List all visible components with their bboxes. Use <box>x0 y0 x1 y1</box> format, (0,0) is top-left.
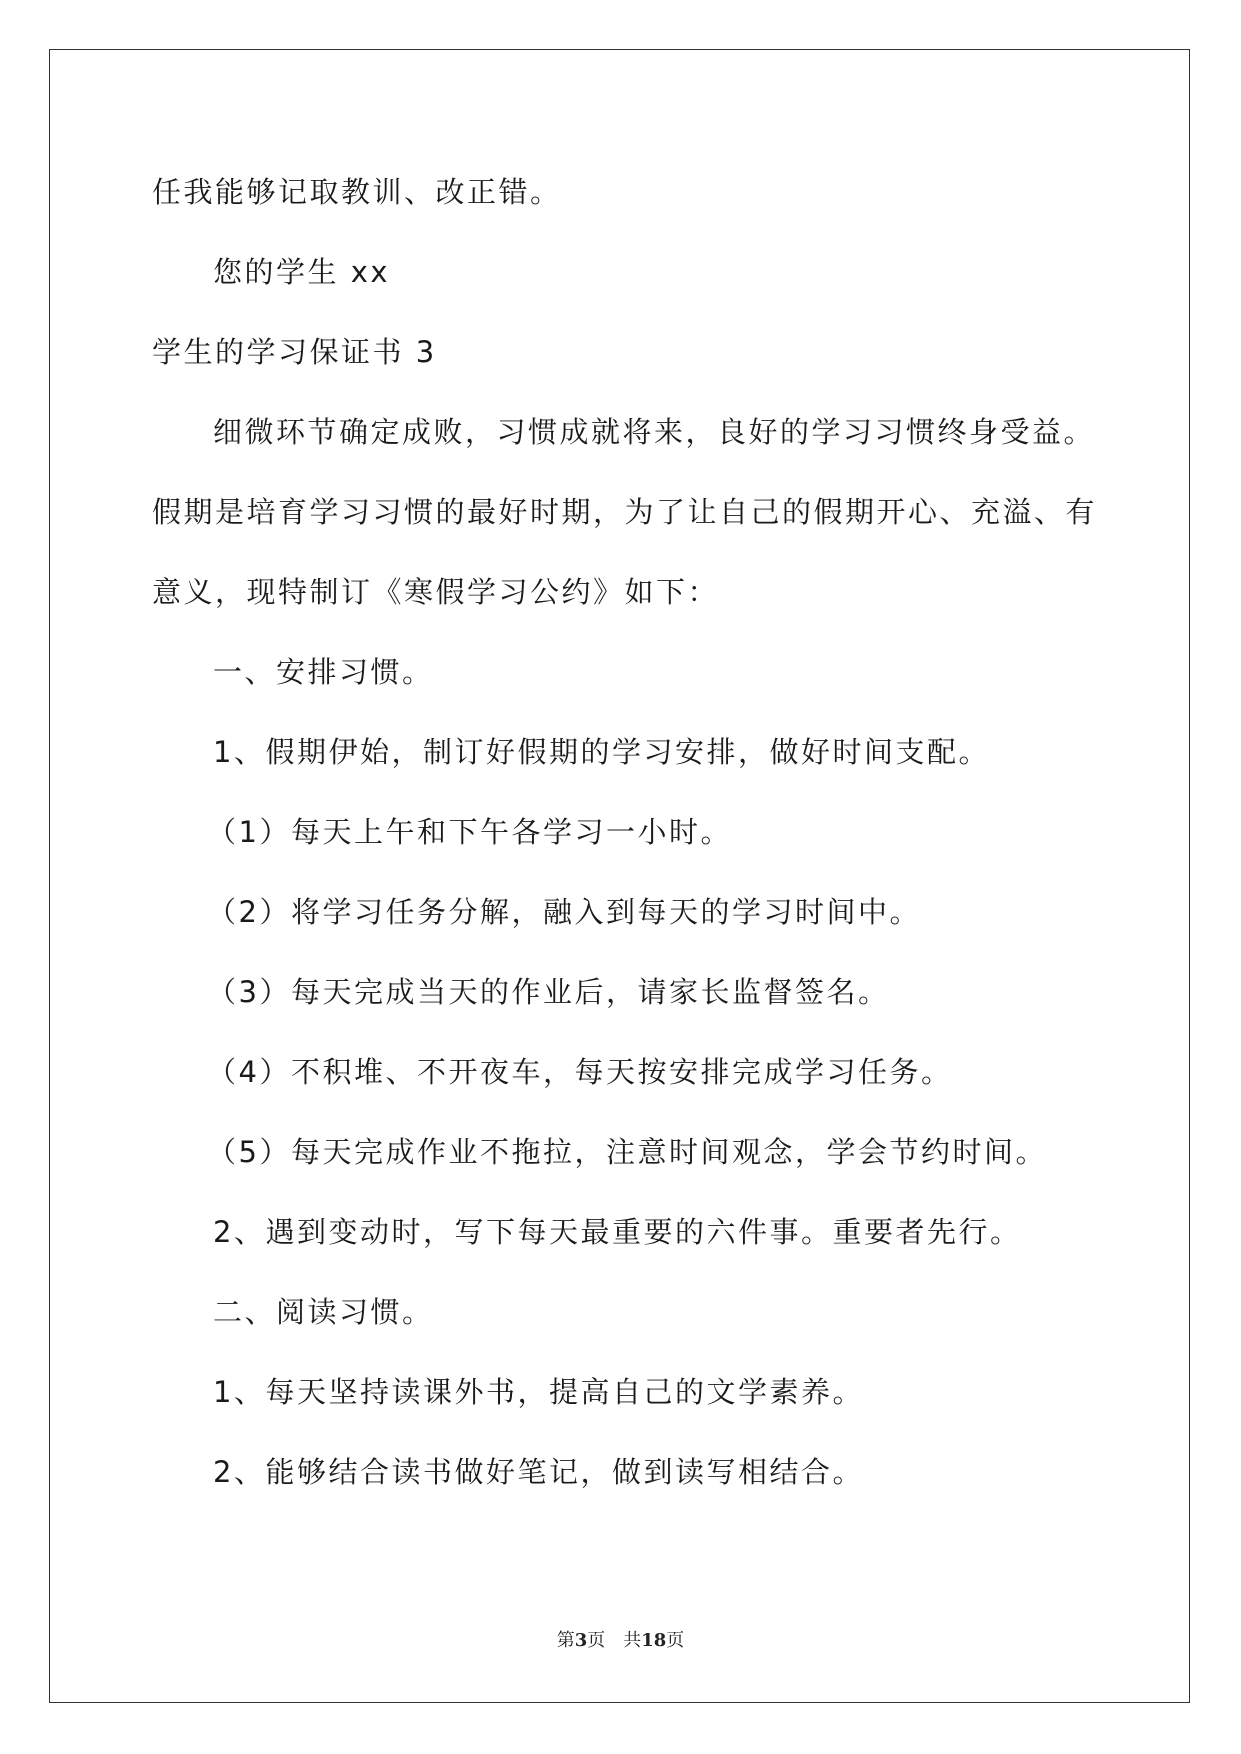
sub-item-5: （5）每天完成作业不拖拉，注意时间观念，学会节约时间。 <box>207 1135 1047 1169</box>
reading-item-1: 1、每天坚持读课外书，提高自己的文学素养。 <box>213 1375 864 1409</box>
signature-line: 您的学生 xx <box>213 255 391 289</box>
sub-item-3: （3）每天完成当天的作业后，请家长监督签名。 <box>207 975 890 1009</box>
heading-plan-habit: 一、安排习惯。 <box>213 655 434 689</box>
footer-total-pages: 18 <box>641 1630 667 1651</box>
sub-item-1: （1）每天上午和下午各学习一小时。 <box>207 815 732 849</box>
section-heading: 学生的学习保证书 3 <box>152 335 437 369</box>
footer-current-page: 3 <box>574 1630 588 1651</box>
list-item-1: 1、假期伊始，制订好假期的学习安排，做好时间支配。 <box>213 735 990 769</box>
paragraph-line-3: 意义，现特制订《寒假学习公约》如下： <box>152 575 720 609</box>
body-line-1: 任我能够记取教训、改正错。 <box>152 175 562 209</box>
sub-item-2: （2）将学习任务分解，融入到每天的学习时间中。 <box>207 895 921 929</box>
paragraph-line-2: 假期是培育学习习惯的最好时期，为了让自己的假期开心、充溢、有 <box>152 495 1098 529</box>
paragraph-line-1: 细微环节确定成败，习惯成就将来，良好的学习习惯终身受益。 <box>213 415 1096 449</box>
page-footer <box>0 1632 1241 1650</box>
footer-total-prefix: 共 <box>623 1630 642 1651</box>
footer-prefix: 第 <box>556 1630 575 1651</box>
list-item-2: 2、遇到变动时，写下每天最重要的六件事。重要者先行。 <box>213 1215 1022 1249</box>
footer-page-word: 页 <box>587 1630 606 1651</box>
footer-total-suffix: 页 <box>666 1630 685 1651</box>
heading-reading-habit: 二、阅读习惯。 <box>213 1295 434 1329</box>
reading-item-2: 2、能够结合读书做好笔记，做到读写相结合。 <box>213 1455 864 1489</box>
sub-item-4: （4）不积堆、不开夜车，每天按安排完成学习任务。 <box>207 1055 953 1089</box>
